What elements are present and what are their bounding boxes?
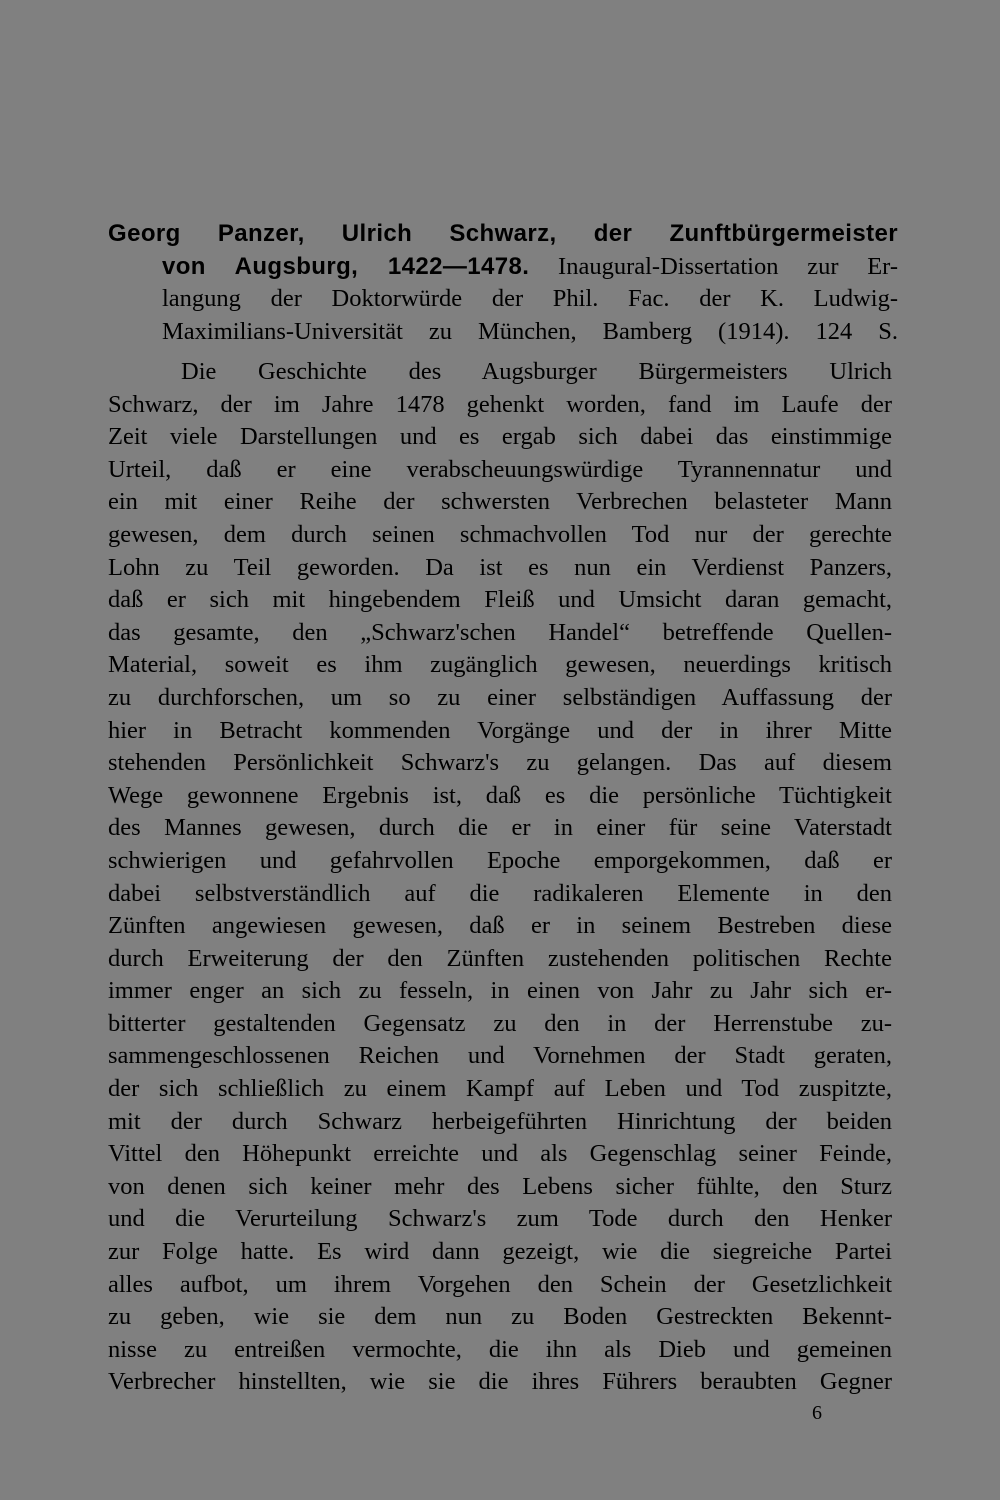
- citation-line-4: Maximilians-Universität zu München, Bamberg (1914). 124 S.: [162, 317, 898, 345]
- citation-heading: [108, 218, 898, 348]
- body-line: bitterter gestaltenden Gegensatz zu den in der Herrenstube zu-: [108, 1009, 892, 1037]
- body-line: Die Geschichte des Augsburger Bürgermeisters Ulrich: [181, 358, 892, 385]
- citation-author-title: Georg Panzer, Ulrich Schwarz, der Zunftbürgermeister: [108, 220, 898, 247]
- body-line: immer enger an sich zu fesseln, in einen von Jahr zu Jahr sich er-: [108, 977, 892, 1005]
- body-line: mit der durch Schwarz herbeigeführten Hinrichtung der beiden: [108, 1107, 892, 1135]
- body-line: Verbrecher hinstellten, wie sie die ihres Führers beraubten Gegner: [108, 1368, 892, 1396]
- citation-publication-info: Inaugural-Dissertation zur Er-: [529, 252, 898, 280]
- body-line: des Mannes gewesen, durch die er in einer für seine Vaterstadt: [108, 814, 892, 842]
- body-line: zu durchforschen, um so zu einer selbständigen Auffassung der: [108, 683, 892, 711]
- body-line: gewesen, dem durch seinen schmachvollen Tod nur der gerechte: [108, 520, 892, 548]
- body-line: dabei selbstverständlich auf die radikaleren Elemente in den: [108, 879, 892, 907]
- page-number: 6: [812, 1402, 822, 1424]
- body-line: schwierigen und gefahrvollen Epoche emporgekommen, daß er: [108, 846, 892, 874]
- body-line: Zünften angewiesen gewesen, daß er in seinem Bestreben diese: [108, 912, 892, 940]
- body-line: Zeit viele Darstellungen und es ergab sich dabei das einstimmige: [108, 423, 892, 451]
- body-line: ein mit einer Reihe der schwersten Verbrechen belasteter Mann: [108, 488, 892, 516]
- body-line: Wege gewonnene Ergebnis ist, daß es die persönliche Tüchtigkeit: [108, 781, 892, 809]
- body-line: Vittel den Höhepunkt erreichte und als Gegenschlag seiner Feinde,: [108, 1140, 892, 1168]
- body-line: Material, soweit es ihm zugänglich gewesen, neuerdings kritisch: [108, 651, 892, 679]
- body-line: Schwarz, der im Jahre 1478 gehenkt worden, fand im Laufe der: [108, 390, 892, 418]
- body-line: zur Folge hatte. Es wird dann gezeigt, wie die siegreiche Partei: [108, 1238, 892, 1266]
- body-line: nisse zu entreißen vermochte, die ihn als Dieb und gemeinen: [108, 1335, 892, 1363]
- citation-author-title-line: [108, 218, 898, 251]
- body-line: daß er sich mit hingebendem Fleiß und Umsicht daran gemacht,: [108, 586, 892, 614]
- citation-line-2: [108, 251, 898, 284]
- body-line: Urteil, daß er eine verabscheuungswürdige Tyrannennatur und: [108, 455, 892, 483]
- body-line: und die Verurteilung Schwarz's zum Tode durch den Henker: [108, 1205, 892, 1233]
- body-line: alles aufbot, um ihrem Vorgehen den Schein der Gesetzlichkeit: [108, 1270, 892, 1298]
- body-line: durch Erweiterung der den Zünften zustehenden politischen Rechte: [108, 944, 892, 972]
- body-line: stehenden Persönlichkeit Schwarz's zu gelangen. Das auf diesem: [108, 749, 892, 777]
- body-line: zu geben, wie sie dem nun zu Boden Gestreckten Bekennt-: [108, 1303, 892, 1331]
- body-line: sammengeschlossenen Reichen und Vornehmen der Stadt geraten,: [108, 1042, 892, 1070]
- body-line: das gesamte, den „Schwarz'schen Handel“ betreffende Quellen-: [108, 618, 892, 646]
- review-body: [108, 356, 892, 1399]
- citation-line-3: langung der Doktorwürde der Phil. Fac. der K. Ludwig-: [162, 285, 898, 313]
- body-line: der sich schließlich zu einem Kampf auf Leben und Tod zuspitzte,: [108, 1075, 892, 1103]
- body-line: von denen sich keiner mehr des Lebens sicher fühlte, den Sturz: [108, 1172, 892, 1200]
- citation-place-dates: von Augsburg, 1422—1478.: [162, 252, 530, 280]
- body-line: Lohn zu Teil geworden. Da ist es nun ein Verdienst Panzers,: [108, 553, 892, 581]
- body-line: hier in Betracht kommenden Vorgänge und der in ihrer Mitte: [108, 716, 892, 744]
